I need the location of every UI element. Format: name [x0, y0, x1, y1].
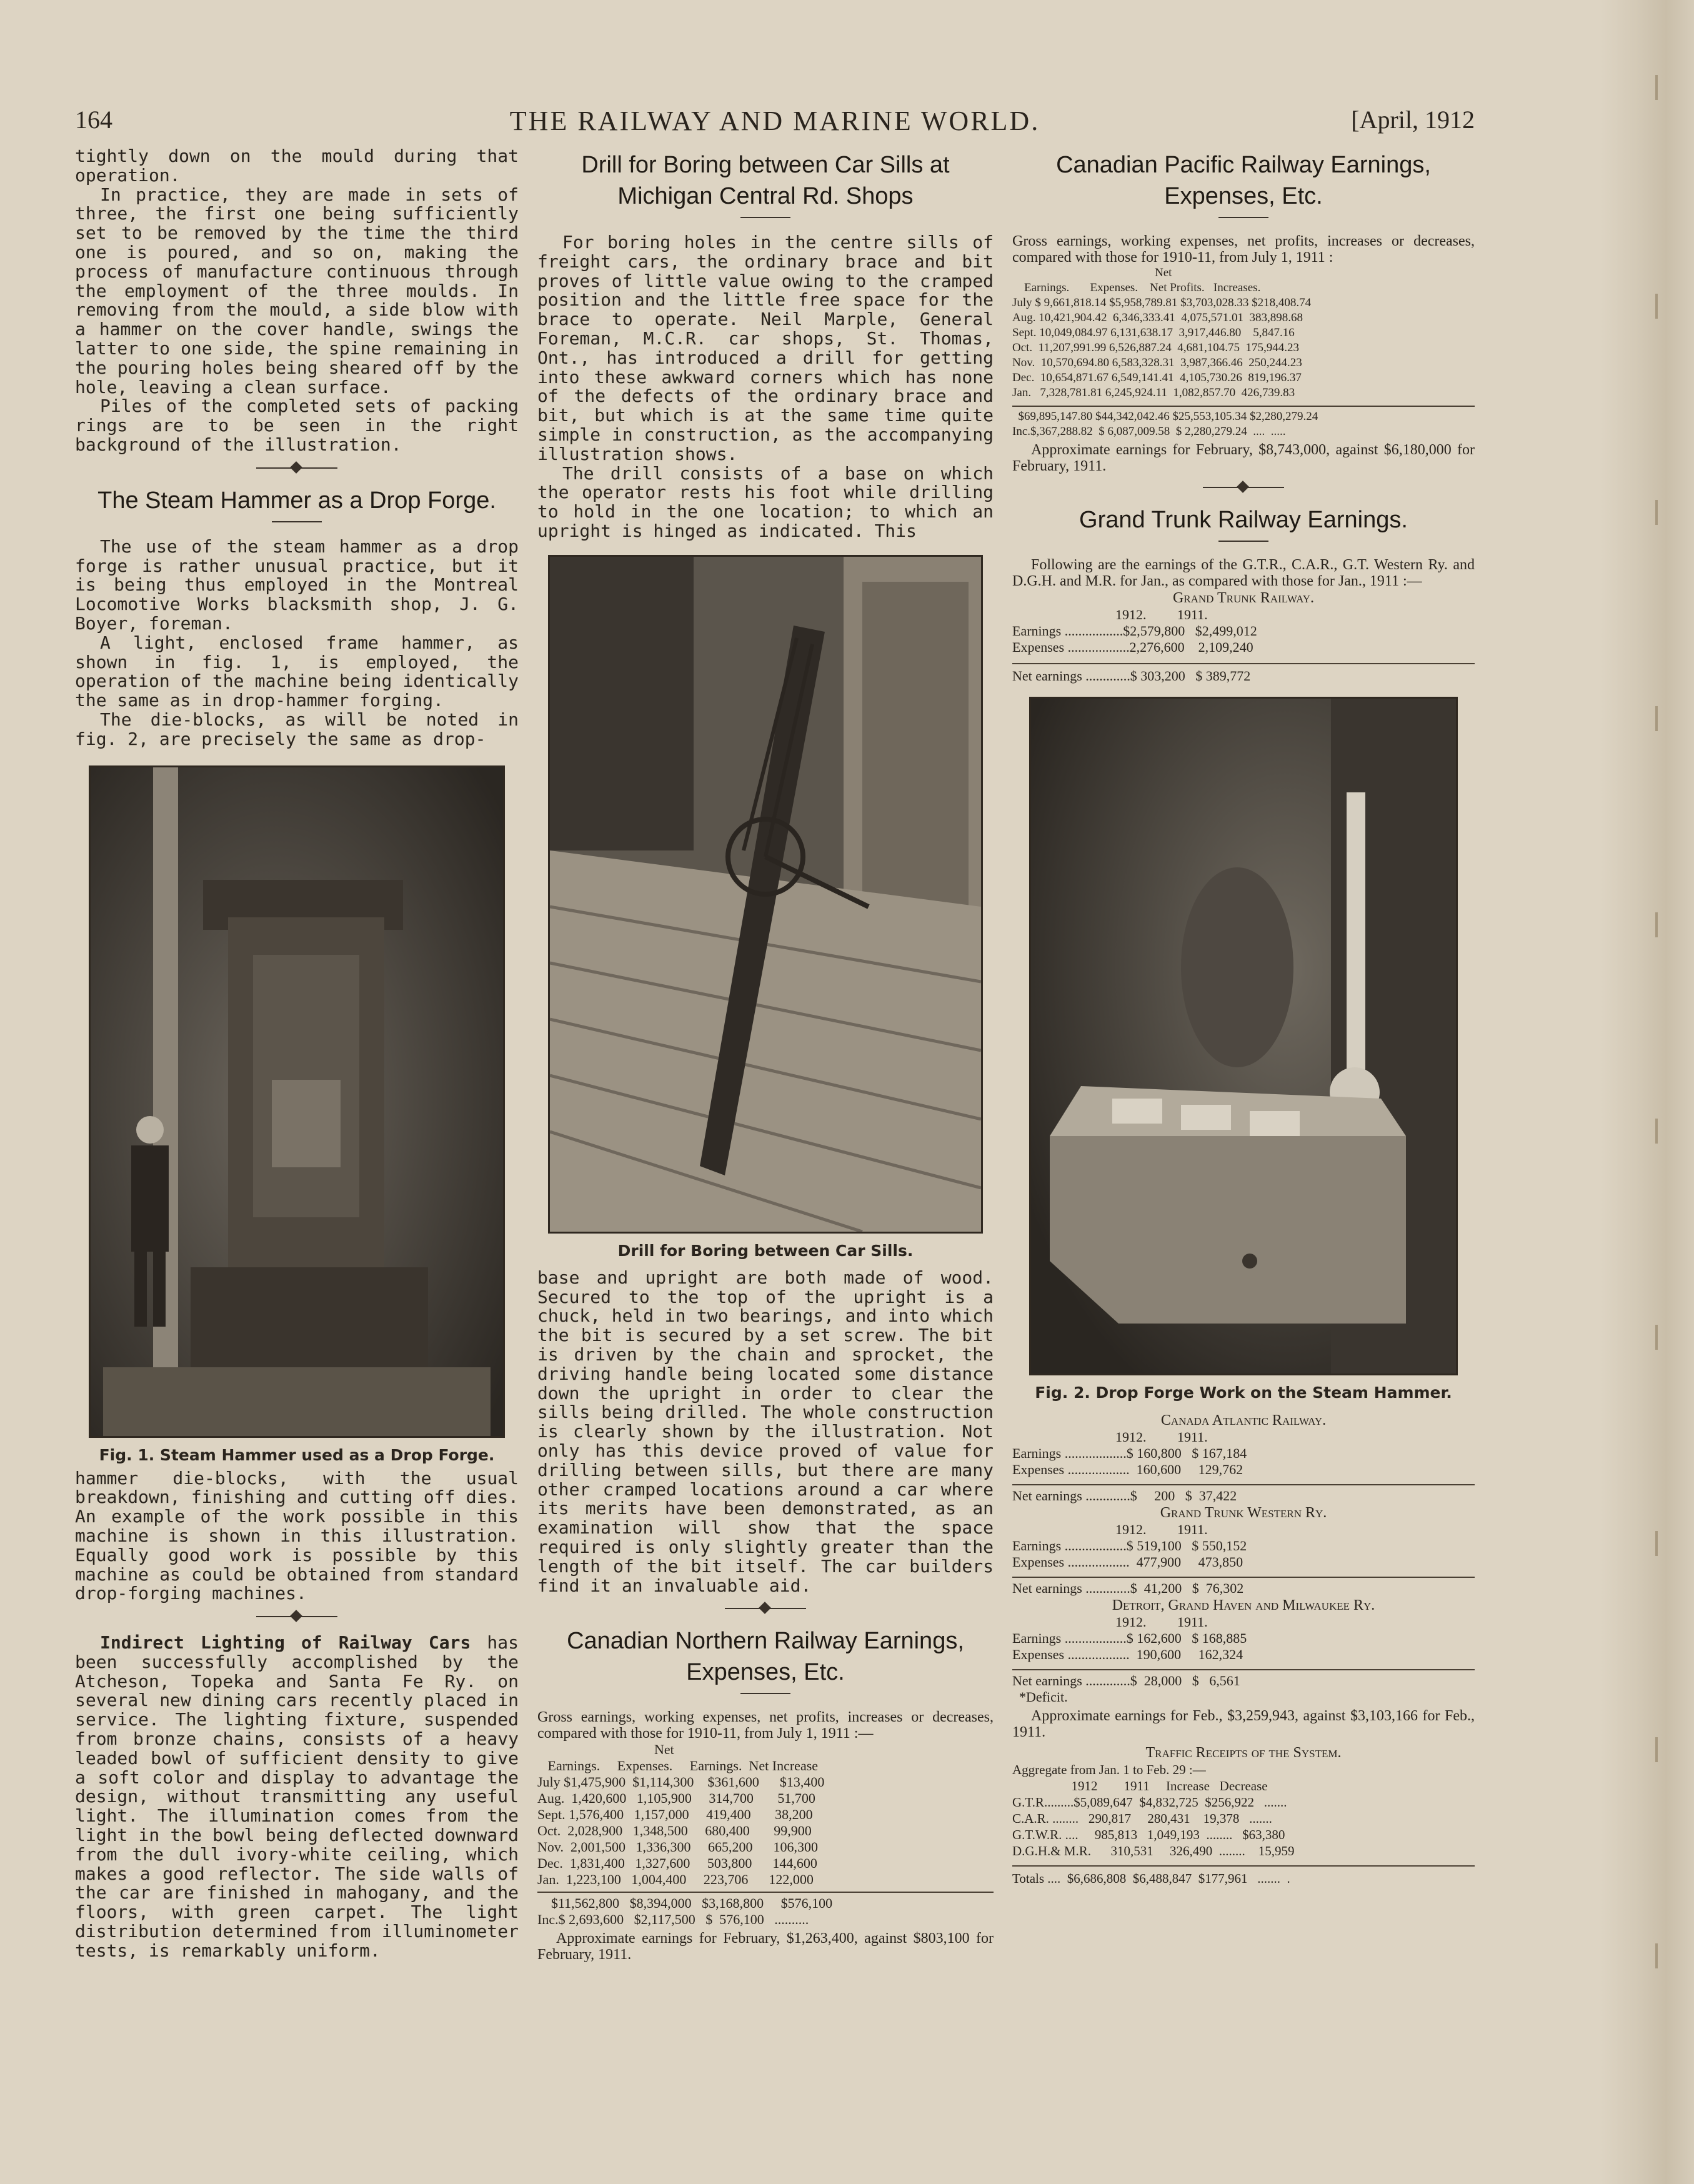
column-right — [1012, 147, 1475, 1887]
dgh-net: Net earnings .............$ 28,000 $ 6,561 *Deficit. — [1012, 1669, 1475, 1705]
section-divider — [256, 467, 337, 469]
traffic-receipts-table: Aggregate from Jan. 1 to Feb. 29 :— 1912 1911 Increase Decrease G.T.R.........$5,089,647 $4,832,725 $256,922 ....... C.A.R. ........ 290,817 280,431 19,378 ....... G.T.W.R. .... 985,813 1,049,193 ........ $63,380 D.G.H.& M.R. 310,531 326,490 ........ 15,959 — [1012, 1762, 1295, 1858]
figure-caption: Drill for Boring between Car Sills. — [617, 1241, 914, 1260]
article-continuation: tightly down on the mould during that operation. — [75, 146, 519, 186]
article-paragraph: hammer die-blocks, with the usual breakdown, finishing and cutting off dies. An example of the work possible in this machine is shown in this illustration. Equally good work is possible by this machine as could be obtained from standard drop-forging machines. — [75, 1467, 519, 1604]
table-intro: Gross earnings, working expenses, net profits, increases or decreases, compared with those for 1910-11, from July 1, 1911 :— — [537, 1709, 994, 1742]
lighting-paragraph — [75, 1633, 519, 1961]
title-rule — [740, 217, 790, 218]
gtw-table: 1912. 1911. Earnings ..................$ 519,100 $ 550,152 Expenses .................. 477,900 473,850 — [1012, 1522, 1247, 1570]
gtr-table: 1912. 1911. Earnings .................$2,579,800 $2,499,012 Expenses ..................2,276,600 2,109,240 — [1012, 607, 1257, 655]
article-title: Canadian Northern Railway Earnings, Expenses, Etc. — [567, 1628, 964, 1686]
cp-february-note: Approximate earnings for February, $8,743,000, against $6,180,000 for February, 1911. — [1012, 442, 1475, 474]
table-heading: Detroit, Grand Haven and Milwaukee Ry. — [1112, 1597, 1375, 1613]
article-paragraph: base and upright are both made of wood. Secured to the top of the upright is a chuck, held in two bearings, and into which the bit is secured by a set screw. The bit is driven by the chain and sprocket, the driving handle being located some distance down the upright in order to clear the sills being drilled. The whole construction is clearly shown by the illustration. Not only has this device proved of value for drilling between sills, but there are many other cramped locations around a car where its merits have been demonstrated, as an examination will show that the space required is only slightly greater than the length of the bit itself. The car builders find it an invaluable aid. — [537, 1267, 994, 1596]
article-title: Drill for Boring between Car Sills at Michigan Central Rd. Shops — [581, 152, 950, 209]
section-divider — [256, 1616, 337, 1617]
figure-caption: Fig. 2. Drop Forge Work on the Steam Hammer. — [1035, 1384, 1452, 1402]
figure-caption: Fig. 1. Steam Hammer used as a Drop Forge. — [99, 1445, 495, 1464]
article-paragraph: The die-blocks, as will be noted in fig. 2, are precisely the same as drop- — [75, 709, 519, 749]
section-divider — [725, 1608, 806, 1609]
traffic-totals: Totals .... $6,686,808 $6,488,847 $177,961 ....... . — [1012, 1865, 1475, 1887]
table-intro: Gross earnings, working expenses, net profits, increases or decreases, compared with those for 1910-11, from July 1, 1911 : — [1012, 233, 1475, 266]
table-heading: Grand Trunk Railway. — [1172, 590, 1315, 606]
cn-totals: $11,562,800 $8,394,000 $3,168,800 $576,100 Inc.$ 2,693,600 $2,117,500 $ 576,100 .......... — [537, 1892, 994, 1928]
gtw-net: Net earnings .............$ 41,200 $ 76,302 — [1012, 1577, 1475, 1597]
title-rule — [272, 521, 322, 522]
article-paragraph: For boring holes in the centre sills of freight cars, the ordinary brace and bit proves of little value owing to the cramped position and the little free space for the brace to operate. Neil Marple, General Foreman, M.C.R. car shops, St. Thomas, Ont., has introduced a drill for getting into these awkward corners which has none of the defects of the ordinary brace and bit, but which is at the same time quite simple in construction, as the accompanying illustration shows. — [537, 232, 994, 464]
column-left — [75, 147, 519, 1961]
cp-earnings-table: Net Earnings. Expenses. Net Profits. Increases. July $ 9,661,818.14 $5,958,789.81 $3,703,028.33 $218,408.74 Aug. 10,421,904.42 6,346,333.41 4,075,571.01 383,898.68 Sept. 10,049,084.97 6,131,638.17 3,917,446.80 5,847.16 Oct. 11,207,991.99 6,526,887.24 4,681,104.75 175,944.23 Nov. 10,570,694.80 6,583,328.31 3,987,366.46 250,244.23 Dec. 10,654,871.67 6,549,141.41 4,105,730.26 819,196.37 Jan. 7,328,781.81 6,245,924.11 1,082,857.70 426,739.83 — [1012, 266, 1312, 399]
article-continuation: Piles of the completed sets of packing rings are to be seen in the right background of the illustration. — [75, 396, 519, 455]
page-number: 164 — [75, 106, 112, 134]
article-paragraph: A light, enclosed frame hammer, as shown in fig. 1, is employed, the operation of the machine being identically the same as in drop-hammer forging. — [75, 632, 519, 711]
car-net: Net earnings .............$ 200 $ 37,422 — [1012, 1484, 1475, 1504]
table-heading: Canada Atlantic Railway. — [1160, 1412, 1327, 1429]
section-divider — [1203, 487, 1284, 488]
article-paragraph: The use of the steam hammer as a drop forge is rather unusual practice, but it is being thus employed in the Montreal Locomotive Works blacksmith shop, J. G. Boyer, foreman. — [75, 536, 519, 634]
gtr-net: Net earnings .............$ 303,200 $ 389,772 — [1012, 663, 1475, 684]
february-note: Approximate earnings for Feb., $3,259,943, against $3,103,166 for Feb., 1911. — [1012, 1708, 1475, 1740]
article-title: The Steam Hammer as a Drop Forge. — [97, 487, 496, 514]
table-heading: Traffic Receipts of the System. — [1145, 1745, 1342, 1761]
title-rule — [1218, 217, 1268, 218]
fig1-steam-hammer-photo — [89, 765, 505, 1438]
cn-february-note: Approximate earnings for February, $1,263,400, against $803,100 for February, 1911. — [537, 1930, 994, 1963]
table-intro: Following are the earnings of the G.T.R., C.A.R., G.T. Western Ry. and D.G.H. and M.R. for Jan., as compared with those for Jan., 1911 :— — [1012, 557, 1475, 589]
journal-title: THE RAILWAY AND MARINE WORLD. — [509, 106, 1040, 136]
table-heading: Grand Trunk Western Ry. — [1160, 1505, 1327, 1521]
title-rule — [740, 1693, 790, 1694]
issue-date: [April, 1912 — [1351, 106, 1475, 134]
article-title: Grand Trunk Railway Earnings. — [1079, 507, 1408, 533]
article-title: Canadian Pacific Railway Earnings, Expenses, Etc. — [1056, 152, 1431, 209]
cn-earnings-table: Net Earnings. Expenses. Earnings. Net Increase July $1,475,900 $1,114,300 $361,600 $13,400 Aug. 1,420,600 1,105,900 314,700 51,700 Sept. 1,576,400 1,157,000 419,400 38,200 Oct. 2,028,900 1,348,500 680,400 99,900 Nov. 2,001,500 1,336,300 665,200 106,300 Dec. 1,831,400 1,327,600 503,800 144,600 Jan. 1,223,100 1,004,400 223,706 122,000 — [537, 1742, 825, 1888]
article-continuation: In practice, they are made in sets of three, the first one being sufficiently set to be removed by the time the third one is poured, and so on, making the process of manufacture continuous through the employment of the three moulds. In removing from the mould, a side blow with a hammer on the cover handle, swings the latter to one side, the spine remaining in the pouring holes being sheared off by the hole, leaving a clean surface. — [75, 184, 519, 397]
lighting-text: has been successfully accomplished by the Atcheson, Topeka and Santa Fe Ry. on several new dining cars recently placed in service. The lighting fixture, suspended from bronze chains, consists of a heavy leaded bowl of sufficient density to give a soft color and display to advantage the design, without transmitting any useful light. The illumination comes from the light in the bowl being deflected downward from the dull ivory-white ceiling, which makes a good reflector. The side walls of the car are finished in mahogany, and the floors, with green carpet. The light distribution determined from illuminometer tests, is remarkably uniform. — [75, 1632, 519, 1961]
dgh-table: 1912. 1911. Earnings ..................$ 162,600 $ 168,885 Expenses .................. 190,600 162,324 — [1012, 1614, 1247, 1662]
column-middle — [537, 147, 994, 1963]
lighting-title: Indirect Lighting of Railway Cars — [100, 1632, 471, 1653]
article-paragraph: The drill consists of a base on which the operator rests his foot while drilling to hold in the one location; to which an upright is hinged as indicated. This — [537, 462, 994, 541]
drill-photo — [548, 555, 983, 1234]
title-rule — [1218, 541, 1268, 542]
car-table: 1912. 1911. Earnings ..................$ 160,800 $ 167,184 Expenses .................. 160,600 129,762 — [1012, 1429, 1247, 1477]
page-header — [75, 94, 1475, 144]
binding-edge — [1600, 0, 1694, 2184]
cp-totals: $69,895,147.80 $44,342,042.46 $25,553,105.34 $2,280,279.24 Inc.$,367,288.82 $ 6,087,009.58 $ 2,280,279.24 .... ..... — [1012, 406, 1475, 439]
fig2-drop-forge-photo — [1029, 697, 1458, 1375]
